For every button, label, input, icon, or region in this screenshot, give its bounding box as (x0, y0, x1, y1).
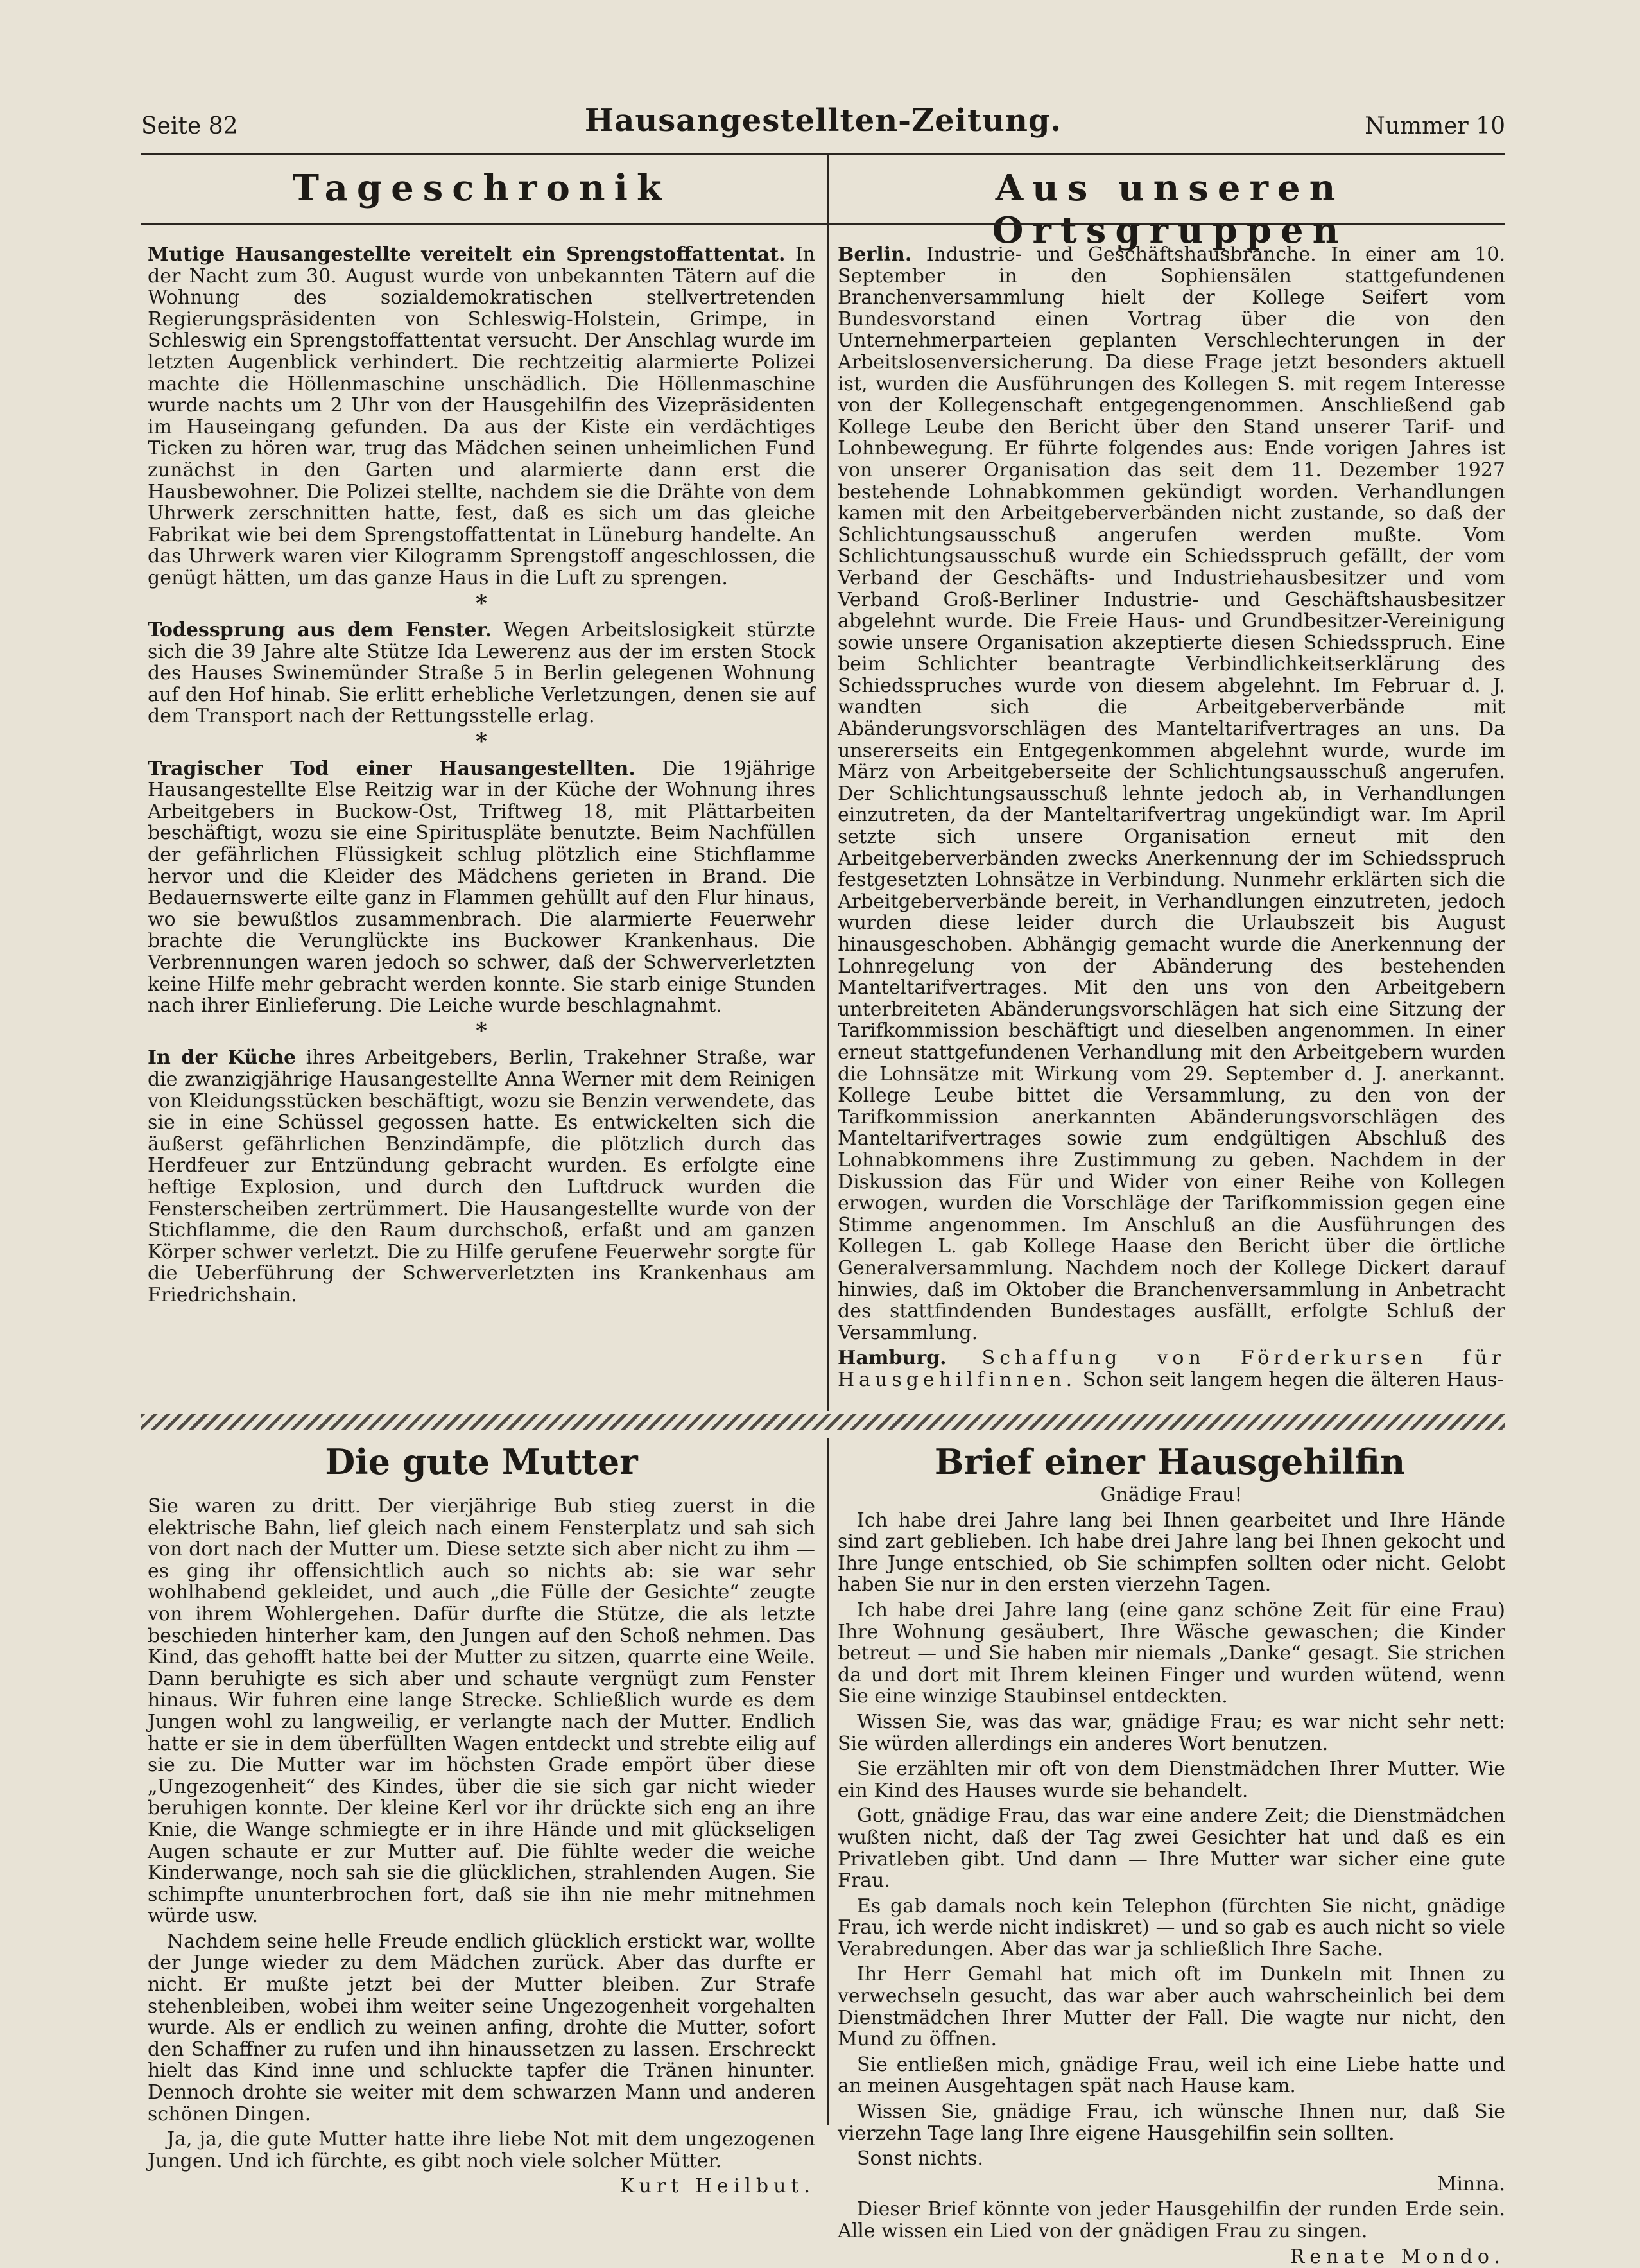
section-title-rule (141, 223, 1505, 225)
local-group-report (838, 244, 1505, 1344)
author-signature: Renate Mondo. (1290, 2245, 1505, 2268)
news-headline: Todessprung aus dem Fenster. (148, 619, 492, 642)
star-separator: * (476, 729, 487, 755)
letter-paragraph: Gott, gnädige Frau, das war eine andere Zeit; die Dienstmädchen wußten nicht, daß der Tag zwei Gesichter hat und daß es ein Privatleben gibt. Und dann — Ihre Mutter war sicher eine gute Frau. (838, 1805, 1505, 1892)
letter-closing-name: Minna. (1437, 2172, 1505, 2195)
letter-paragraph: Ihr Herr Gemahl hat mich oft im Dunkeln mit Ihnen zu verwechseln gesucht, das war aber auch wahrscheinlich bei dem Dienstmädchen Ihrer Mutter der Fall. Die wagte nur nicht, den Mund zu öffnen. (838, 1963, 1505, 2051)
brief-article (838, 1484, 1505, 2268)
article-title-gute-mutter: Die gute Mutter (325, 1441, 638, 1482)
column-divider-upper (827, 153, 829, 1411)
letter-paragraph: Wissen Sie, was das war, gnädige Frau; es war nicht sehr nett: Sie würden allerdings ein anderes Wort benutzen. (838, 1710, 1505, 1755)
letter-paragraph: Ich habe drei Jahre lang bei Ihnen gearbeitet und Ihre Hände sind zart geblieben. Ich habe drei Jahre lang bei Ihnen gekocht und Ihre Junge entschied, ob Sie schimpfen sollten oder nicht. Gelobt haben Sie nur in den ersten vierzehn Tagen. (838, 1509, 1505, 1597)
gute-mutter-article (148, 1495, 815, 2198)
article-paragraph: Sie waren zu dritt. Der vierjährige Bub stieg zuerst in die elektrische Bahn, lief gleich nach einem Fensterplatz und sah sich von dort nach der Mutter um. Diese setzte sich aber nicht zu ihm — es ging ihr offensichtlich auch so nichts ab: sie war sehr wohlhabend gekleidet, und auch „die Fülle der Gesichte“ zeugte von ihrem Wohlergehen. Dafür durfte die Stütze, die als letzte beschieden hinterher kam, den Jungen auf den Schoß nehmen. Das Kind, das gehofft hatte bei der Mutter zu sitzen, quarrte eine Weile. Dann beruhigte es sich aber und schaute vergnügt zum Fenster hinaus. Wir fuhren eine lange Strecke. Schließlich wurde es dem Jungen wohl zu langweilig, er verlangte nach der Mutter. Endlich hatte er sie in dem überfüllten Wagen entdeckt und strebte eilig auf sie zu. Die Mutter war im höchsten Grade empört über diese „Ungezogenheit“ des Kindes, über die sie sich gar nicht wieder beruhigen konnte. Der kleine Kerl vor ihr drückte sich eng an ihre Knie, die Wange schmiegte er in ihre Hände und mit glückseligen Augen schaute er zur Mutter auf. Die fühlte weder die weiche Kinderwange, noch sah sie die glücklichen, strahlenden Augen. Sie schimpfte ununterbrochen fort, daß sie ihn nie mehr mitnehmen würde usw. (148, 1495, 815, 1928)
letter-paragraph: Sonst nichts. (857, 2147, 983, 2170)
ortsgruppen-column (838, 244, 1505, 1406)
tageschronik-column (148, 244, 815, 1406)
article-paragraph: Nachdem seine helle Freude endlich glücklich erstickt war, wollte der Junge wieder zu dem Mädchen zurück. Aber das durfte er nicht. Er mußte jetzt bei der Mutter bleiben. Zur Strafe stehenbleiben, wobei ihm weiter seine Ungezogenheit vorgehalten wurde. Als er endlich zu weinen anfing, drohte die Mutter, sofort den Schaffner zu rufen und ihn hinaussetzen zu lassen. Erschreckt hielt das Kind inne und schluckte tapfer die Tränen hinunter. Dennoch drohte sie weiter mit dem schwarzen Mann und anderen schönen Dingen. (148, 1930, 815, 2125)
header-rule (141, 153, 1505, 155)
section-title-tageschronik: Tageschronik (292, 167, 671, 209)
author-signature: Kurt Heilbut. (619, 2175, 815, 2198)
news-headline: Mutige Hausangestellte vereitelt ein Sprengstoffattentat. (148, 243, 786, 266)
letter-salutation: Gnädige Frau! (1100, 1484, 1243, 1506)
news-body: ihres Arbeitgebers, Berlin, Trakehner Straße, war die zwanzigjährige Hausangestellte Anna Werner mit dem Reinigen von Kleidungsstücken beschäftigt, wozu sie Benzin verwendete, das sie in eine Schüssel gegossen hatte. Es entwickelten sich die äußerst gefährlichen Benzindämpfe, die plötzlich durch das Herdfeuer zur Entzündung gebracht wurden. Es erfolgte eine heftige Explosion, und durch den Luftdruck wurden die Fensterscheiben zertrümmert. Die Hausangestellte wurde von der Stichflamme, die den Raum durchschoß, erfaßt und am ganzen Körper schwer verletzt. Die zu Hilfe gerufene Feuerwehr sorgte für die Ueberführung der Schwerverletzten ins Krankenhaus am Friedrichshain. (148, 1046, 816, 1306)
report-body: Schon seit langem hegen die älteren Haus- (1076, 1368, 1504, 1391)
news-item (148, 619, 815, 727)
star-separator: * (476, 590, 487, 616)
issue-number: Nummer 10 (1365, 113, 1505, 139)
city-label: Berlin. (838, 243, 912, 266)
letter-postscript: Dieser Brief könnte von jeder Hausgehilfin der runden Erde sein. Alle wissen ein Lied von der gnädigen Frau zu singen. (838, 2198, 1505, 2242)
news-item (148, 758, 815, 1017)
news-body: Wegen Arbeitslosigkeit stürzte sich die 39 Jahre alte Stütze Ida Lewerenz aus der im ersten Stock des Hauses Swinemünder Straße 5 in Berlin gelegenen Wohnung auf den Hof hinab. Sie erlitt erhebliche Verletzungen, denen sie auf dem Transport nach der Rettungsstelle erlag. (148, 619, 815, 728)
city-label: Hamburg. (838, 1347, 947, 1370)
letter-paragraph: Es gab damals noch kein Telephon (fürchten Sie nicht, gnädige Frau, ich werde nicht indiskret) — und so gab es auch nicht so viele Verabredungen. Aber das war ja schließlich Ihre Sache. (838, 1894, 1505, 1961)
letter-paragraph: Sie entließen mich, gnädige Frau, weil ich eine Liebe hatte und an meinen Ausgehtagen spät nach Hause kam. (838, 2053, 1505, 2098)
local-group-report (838, 1347, 1505, 1390)
running-header (141, 103, 1505, 148)
newspaper-page (122, 83, 1518, 2268)
section-title-ortsgruppen: Aus unseren Ortsgruppen (992, 167, 1348, 252)
newspaper-name: Hausangestellten-Zeitung. (584, 103, 1062, 139)
news-item (148, 1047, 815, 1306)
column-divider-lower (827, 1438, 829, 2125)
letter-paragraph: Sie erzählten mir oft von dem Dienstmädchen Ihrer Mutter. Wie ein Kind des Hauses wurde sie behandelt. (838, 1758, 1505, 1802)
page-number: Seite 82 (141, 113, 238, 139)
letter-paragraph: Ich habe drei Jahre lang (eine ganz schöne Zeit für eine Frau) Ihre Wohnung gesäubert, Ihre Wäsche gewaschen; die Kinder betreut — und Sie haben mir niemals „Danke“ gesagt. Sie strichen da und dort mit Ihrem kleinen Finger und wurden wütend, wenn Sie eine winzige Staubinsel entdeckten. (838, 1598, 1505, 1708)
news-headline: Tragischer Tod einer Hausangestellten. (148, 757, 635, 780)
ornamental-rule (141, 1414, 1505, 1430)
news-body: Die 19jährige Hausangestellte Else Reitzig war in der Küche der Wohnung ihres Arbeitgebers in Buckow-Ost, Triftweg 18, mit Plättarbeiten beschäftigt, wozu sie eine Spirituspläte benutzte. Beim Nachfüllen der gefährlichen Flüssigkeit schlug plötzlich eine Stichflamme hervor und die Kleider des Mädchens gerieten in Brand. Die Bedauernswerte eilte ganz in Flammen gehüllt auf den Flur hinaus, wo sie bewußtlos zusammenbrach. Die alarmierte Feuerwehr brachte die Verunglückte ins Buckower Krankenhaus. Die Verbrennungen waren jedoch so schwer, daß der Schwerverletzten keine Hilfe mehr gebracht werden konnte. Sie starb einige Stunden nach ihrer Einlieferung. Die Leiche wurde beschlagnahmt. (148, 757, 815, 1017)
report-body: Industrie- und Geschäftshausbranche. In einer am 10. September in den Sophiensälen stattgefundenen Branchenversammlung hielt der Kollege Seifert vom Bundesvorstand einen Vortrag über die von den Unternehmerparteien geplanten Verschlechterungen in der Arbeitslosenversicherung. Da diese Frage jetzt besonders aktuell ist, wurden die Ausführungen des Kollegen S. mit regem Interesse von der Kollegenschaft entgegengenommen. Anschließend gab Kollege Leube den Bericht über den Stand unserer Tarif- und Lohnbewegung. Er führte folgendes aus: Ende vorigen Jahres ist von unserer Organisation das seit dem 11. Dezember 1927 bestehende Lohnabkommen gekündigt worden. Verhandlungen kamen mit den Arbeitgeberverbänden nicht zustande, so daß der Schlichtungsausschuß angerufen werden mußte. Vom Schlichtungsausschuß wurde ein Schiedsspruch gefällt, der vom Verband der Geschäfts- und Industriehausbesitzer und vom Verband Groß-Berliner Industrie- und Geschäftshausbesitzer abgelehnt wurde. Die Freie Haus- und Grundbesitzer-Vereinigung sowie unsere Organisation akzeptierte diesen Schiedsspruch. Eine beim Schlichter beantragte Verbindlichkeitserklärung des Schiedsspruches wurde von diesem abgelehnt. Im Februar d. J. wandten sich die Arbeitgeberverbände mit Abänderungsvorschlägen des Manteltarifvertrages an uns. Da unsererseits ein Entgegenkommen abgelehnt wurde, wurde im März von Arbeitgeberseite der Schlichtungsausschuß angerufen. Der Schlichtungsausschuß lehnte jedoch ab, in Verhandlungen einzutreten, da der Manteltarifvertrag ungekündigt war. Im April setzte sich unsere Organisation erneut mit den Arbeitgeberverbänden zwecks Anerkennung der im Schiedsspruch festgesetzten Lohnsätze in Verbindung. Nunmehr erklärten sich die Arbeitgeberverbände bereit, in Verhandlungen einzutreten, jedoch wurden diese leider durch die Urlaubszeit bis August hinausgeschoben. Abhängig gemacht wurde die Anerkennung der Lohnregelung von der Abänderung des bestehenden Manteltarifvertrages. Mit den uns von den Arbeitgebern unterbreiteten Abänderungsvorschlägen hat sich eine Sitzung der Tarifkommission beschäftigt und dieselben angenommen. In einer erneut stattgefundenen Verhandlung mit den Arbeitgebern wurden die Lohnsätze mit Wirkung vom 29. September d. J. anerkannt. Kollege Leube bittet die Versammlung, zu den von der Tarifkommission anerkannten Abänderungsvorschlägen des Manteltarifvertrages sowie zum endgültigen Abschluß des Lohnabkommens ihre Zustimmung zu geben. Nachdem in der Diskussion das Für und Wider von einer Reihe von Kollegen erwogen, wurden die Vorschläge der Tarifkommission gegen eine Stimme angenommen. Im Anschluß an die Ausführungen des Kollegen L. gab Kollege Haase den Bericht über die örtliche Generalversammlung. Nachdem noch der Kollege Dickert darauf hinwies, daß im Oktober die Branchenversammlung in Anbetracht des stattfindenden Bundestages ausfällt, erfolgte Schluß der Versammlung. (838, 243, 1505, 1344)
news-headline: In der Küche (148, 1046, 297, 1069)
star-separator: * (476, 1017, 487, 1044)
news-body: In der Nacht zum 30. August wurde von unbekannten Tätern auf die Wohnung des sozialdemokratischen stellvertretenden Regierungspräsidenten von Schleswig-Holstein, Grimpe, in Schleswig ein Sprengstoffattentat versucht. Der Anschlag wurde im letzten Augenblick verhindert. Die rechtzeitig alarmierte Polizei machte die Höllenmaschine unschädlich. Die Höllenmaschine wurde nachts um 2 Uhr von der Hausgehilfin des Vizepräsidenten im Hauseingang gefunden. Da aus der Kiste ein verdächtiges Ticken zu hören war, trug das Mädchen seinen unheimlichen Fund zunächst in den Garten und alarmierte dann erst die Hausbewohner. Die Polizei stellte, nachdem sie die Drähte von dem Uhrwerk zerschnitten hatte, fest, daß es sich um das gleiche Fabrikat wie bei dem Sprengstoffattentat in Lüneburg handelte. An das Uhrwerk waren vier Kilogramm Sprengstoff angeschlossen, die genügt hätten, um das ganze Haus in die Luft zu sprengen. (148, 243, 815, 589)
letter-paragraph: Wissen Sie, gnädige Frau, ich wünsche Ihnen nur, daß Sie vierzehn Tage lang Ihre eigene Hausgehilfin sein sollten. (838, 2100, 1505, 2145)
article-title-brief: Brief einer Hausgehilfin (934, 1441, 1406, 1482)
article-paragraph: Ja, ja, die gute Mutter hatte ihre liebe Not mit dem ungezogenen Jungen. Und ich fürchte, es gibt noch viele solcher Mütter. (148, 2128, 815, 2172)
report-heading: Schaffung von Förderkursen für Hausgehilfinnen. (838, 1347, 1505, 1391)
news-item (148, 244, 815, 589)
